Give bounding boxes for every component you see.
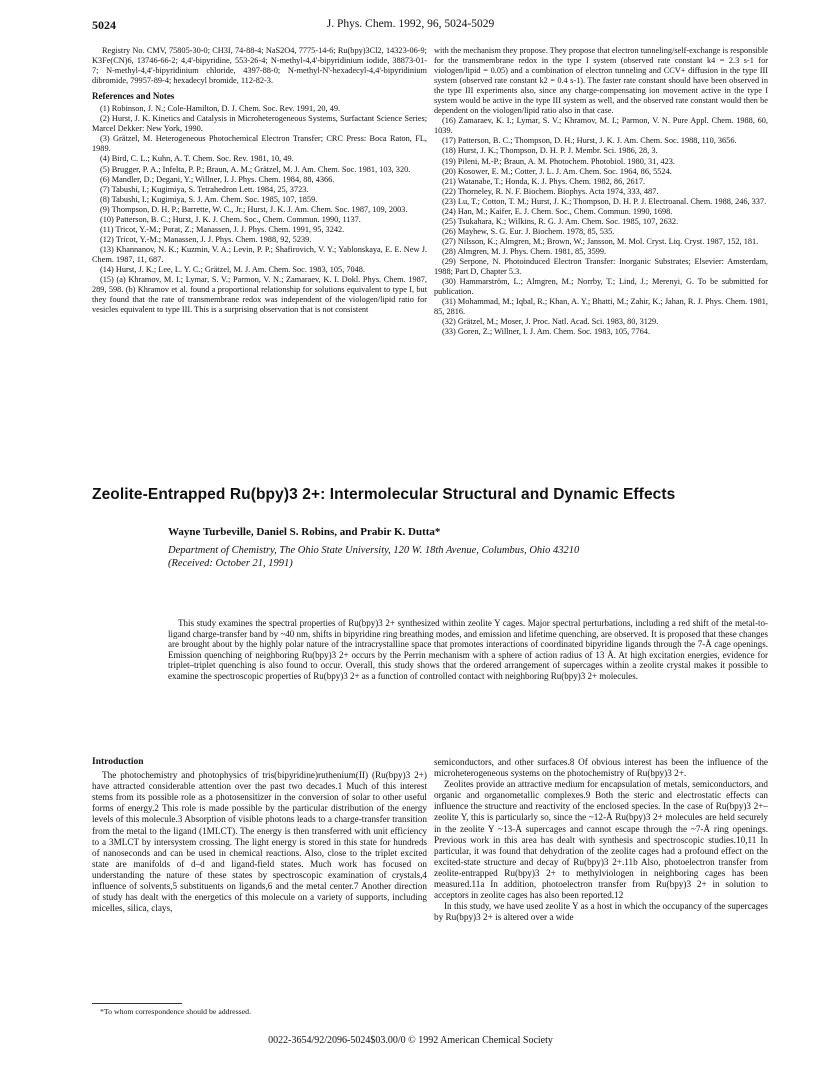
reference-item: (8) Tabushi, I.; Kugimiya, S. J. Am. Chem. Soc. 1985, 107, 1859. — [100, 194, 318, 204]
reference-item: (6) Mandler, D.; Degani, Y.; Willner, I. J. Phys. Chem. 1984, 88, 4366. — [100, 174, 335, 184]
intro-paragraph: Zeolites provide an attractive medium for encapsulation of metals, semiconductors, and organic and organometallic complexes.9 Both the steric and electrostatic effects can influence the structure and reactivity of the enclosed species. In the case of Ru(bpy)3 2+–zeolite Y, this is particularly so, since the ~12-Å Ru(bpy)3 2+ molecules are held securely in the zeolite Y ~13-Å supercages and cannot escape through the ~7-Å ring openings. Previous work in this area has dealt with synthesis and spectroscopic studies.10,11 In particular, it was found that dehydration of the zeolite cages had a profound effect on the excited-state structure and decay of Ru(bpy)3 2+.11b Also, photoelectron transfer from zeolite-entrapped Ru(bpy)3 2+ to methylviologen in neighboring cages has been measured.11a In addition, photoelectron transfer from Ru(bpy)3 2+ in solution to acceptors in zeolite cages has also been reported.12 — [434, 779, 768, 901]
reference-item: (11) Tricot, Y.-M.; Porat, Z.; Manassen, J. J. Phys. Chem. 1991, 95, 3242. — [100, 224, 345, 234]
correspondence-footnote: *To whom correspondence should be addressed. — [100, 1007, 252, 1016]
reference-item: (15) (a) Khramov, M. I.; Lymar, S. V.; Parmon, V. N.; Zamaraev, K. I. Dokl. Phys. Chem. 1987, 289, 598. (b) Khramov et al. found a proportional relationship for solutions equivalent to type I, but they found that the rate of transmembrane redox was independent of the viologen/lipid ratio for vesicles equivalent to type III. This is a surprising observation that is not consistent — [92, 275, 427, 315]
references-column-left — [92, 46, 427, 315]
reference-item: (31) Mohammad, M.; Iqbal, R.; Khan, A. Y.; Bhatti, M.; Zahir, K.; Jahan, R. J. Phys. Chem. 1981, 85, 2816. — [434, 297, 768, 317]
reference-continuation: with the mechanism they propose. They propose that electron tunneling/self-exchange is responsible for the transmembrane redox in the type I system (observed rate constant k4 = 2.3 s-1 for viologen/lipid = 0.05) and a combination of electron tunneling and CCV+ diffusion in the type III system (observed rate constant k2 = 0.4 s-1). The faster rate constant should have been observed in the type III experiments also, since any charge-compensating ion movement active in the type I system would be active in the type III system as well, and the observed rate constant would then be dependent on the viologen/lipid ratio also in that case. — [434, 46, 768, 116]
reference-item: (13) Khannanov, N. K.; Kuzmin, V. A.; Levin, P. P.; Shafirovich, V. Y.; Yablonskaya, E. E. New J. Chem. 1987, 11, 687. — [92, 244, 427, 264]
reference-item: (4) Bird, C. L.; Kuhn, A. T. Chem. Soc. Rev. 1981, 10, 49. — [100, 154, 294, 164]
copyright-footer: 0022-3654/92/2096-5024$03.00/0 © 1992 American Chemical Society — [268, 1035, 553, 1046]
reference-item: (22) Thorneley, R. N. F. Biochem. Biophys. Acta 1974, 333, 487. — [442, 186, 659, 196]
reference-item: (24) Han, M.; Kaifer, E. J. Chem. Soc., Chem. Commun. 1990, 1698. — [442, 206, 673, 216]
reference-item: (32) Grätzel, M.; Moser, J. Proc. Natl. Acad. Sci. 1983, 80, 3129. — [442, 317, 659, 327]
references-heading: References and Notes — [92, 91, 175, 102]
reference-item: (3) Grätzel, M. Heterogeneous Photochemical Electron Transfer; CRC Press: Boca Raton, FL, 1989. — [92, 134, 427, 154]
reference-item: (16) Zamaraev, K. I.; Lymar, S. V.; Khramov, M. I.; Parmon, V. N. Pure Appl. Chem. 1988, 60, 1039. — [434, 116, 768, 136]
reference-item: (17) Patterson, B. C.; Thompson, D. H.; Hurst, J. K. J. Am. Chem. Soc. 1988, 110, 3656. — [442, 136, 737, 146]
journal-header: J. Phys. Chem. 1992, 96, 5024-5029 — [326, 18, 495, 30]
intro-column-right — [434, 757, 768, 923]
intro-column-left — [92, 757, 427, 914]
reference-item: (1) Robinson, J. N.; Cole-Hamilton, D. J. Chem. Soc. Rev. 1991, 20, 49. — [100, 104, 341, 114]
reference-item: (2) Hurst, J. K. Kinetics and Catalysis in Microheterogeneous Systems, Surfactant Science Series; Marcel Dekker: New York, 1990. — [92, 114, 427, 134]
reference-item: (21) Watanabe, T.; Honda, K. J. Phys. Chem. 1982, 86, 2617. — [442, 176, 646, 186]
reference-item: (9) Thompson, D. H. P.; Barrette, W. C., Jr.; Hurst, J. K. J. Am. Chem. Soc. 1987, 109, 2003. — [100, 204, 408, 214]
page-number: 5024 — [92, 18, 116, 32]
intro-paragraph: In this study, we have used zeolite Y as a host in which the occupancy of the supercages by Ru(bpy)3 2+ is altered over a wide — [434, 901, 768, 923]
intro-paragraph: semiconductors, and other surfaces.8 Of obvious interest has been the influence of the microheterogeneous systems on the photochemistry of Ru(bpy)3 2+. — [434, 757, 768, 779]
registry-numbers: Registry No. CMV, 75805-30-0; CH3I, 74-88-4; NaS2O4, 7775-14-6; Ru(bpy)3Cl2, 14323-06-9; K3Fe(CN)6, 13746-66-2; 4,4'-bipyridine, 553-26-4; N-methyl-4,4'-bipyridinium iodide, 38873-01-7; N-methyl-4,4'-bipyridinium chloride, 4397-88-0; N-methyl-N'-hexadecyl-4,4'-bipyridinium dibromide, 79957-89-4; hexadecyl bromide, 112-82-3. — [92, 46, 427, 86]
reference-item: (12) Tricot, Y.-M.; Manassen, J. J. Phys. Chem. 1988, 92, 5239. — [100, 234, 312, 244]
article-affiliation — [168, 545, 768, 570]
reference-item: (23) Lu, T.; Cotton, T. M.; Hurst, J. K.; Thompson, D. H. P. J. Electroanal. Chem. 1988, 246, 337. — [442, 196, 767, 206]
intro-paragraph: The photochemistry and photophysics of tris(bipyridine)ruthenium(II) (Ru(bpy)3 2+) have attracted considerable attention over the past two decades.1 Much of this interest stems from its possible role as a photosensitizer in the conversion of solar to other useful forms of energy.2 This role is made possible by the particular distribution of the energy levels of this molecule.3 Absorption of visible photons leads to a charge-transfer transition from the metal to the ligand (1MLCT). The energy is then transferred with unit efficiency to a 3MLCT by intersystem crossing. The light energy is stored in this state for hundreds of nanoseconds and can be used in chemical reactions. Also, close to the triplet excited state are manifolds of d–d and ligand-field states. Much work has focused on understanding the nature of these states by spectroscopic examination of crystals,4 influence of solvents,5 substituents on ligands,6 and the metal center.7 Another direction of study has dealt with the energetics of this molecule on a variety of supports, including micelles, silica, clays, — [92, 770, 427, 914]
reference-item: (19) Pileni, M.-P.; Braun, A. M. Photochem. Photobiol. 1980, 31, 423. — [442, 156, 676, 166]
reference-item: (18) Hurst, J. K.; Thompson, D. H. P. J. Membr. Sci. 1986, 28, 3. — [442, 146, 658, 156]
reference-item: (14) Hurst, J. K.; Lee, L. Y. C.; Grätzel, M. J. Am. Chem. Soc. 1983, 105, 7048. — [100, 264, 366, 274]
reference-item: (28) Almgren, M. J. Phys. Chem. 1981, 85, 3599. — [442, 246, 607, 256]
reference-item: (5) Brugger, P. A.; Infelta, P. P.; Braun, A. M.; Grätzel, M. J. Am. Chem. Soc. 1981, 103, 320. — [100, 164, 411, 174]
footnote-rule — [92, 1003, 182, 1004]
abstract: This study examines the spectral properties of Ru(bpy)3 2+ synthesized within zeolite Y cages. Major spectral perturbations, including a red shift of the metal-to-ligand charge-transfer band by ~40 nm, shifts in bipyridine ring breathing modes, and emission and lifetime quenching, are observed. It is proposed that these changes are brought about by the highly polar nature of the intracrystalline space that promotes interactions of coordinated bipyridine ligands through the 7-Å cage openings. Emission quenching of neighboring Ru(bpy)3 2+ occurs by the Perrin mechanism with a sphere of action radius of 13 Å. At high excitation energies, evidence for triplet–triplet quenching is also found to occur. Overall, this study shows that the ordered arrangement of supercages within a zeolite crystal makes it possible to examine the spectroscopic properties of Ru(bpy)3 2+ as a function of controlled contact with neighboring Ru(bpy)3 2+ molecules. — [168, 618, 768, 681]
reference-item: (33) Goren, Z.; Willner, I. J. Am. Chem. Soc. 1983, 105, 7764. — [442, 327, 650, 337]
reference-item: (30) Hammarström, L.; Almgren, M.; Norrby, T.; Lind, J.; Merenyi, G. To be submitted for publication. — [434, 277, 768, 297]
affiliation-text: Department of Chemistry, The Ohio State University, 120 W. 18th Avenue, Columbus, Ohio 43210 — [168, 545, 580, 556]
reference-item: (7) Tabushi, I.; Kugimiya, S. Tetrahedron Lett. 1984, 25, 3723. — [100, 184, 309, 194]
reference-item: (27) Nilsson, K.; Almgren, M.; Brown, W.; Jansson, M. Mol. Cryst. Liq. Cryst. 1987, 152, 181. — [442, 236, 759, 246]
reference-item: (26) Mayhew, S. G. Eur. J. Biochem. 1978, 85, 535. — [442, 226, 615, 236]
reference-item: (29) Serpone, N. Photoinduced Electron Transfer: Inorganic Substrates; Elsevier: Amsterdam, 1988; Part D, Chapter 5.3. — [434, 256, 768, 277]
received-date: (Received: October 21, 1991) — [168, 557, 293, 569]
reference-item: (25) Tsukahara, K.; Wilkins, R. G. J. Am. Chem. Soc. 1985, 107, 2632. — [442, 216, 679, 226]
introduction-heading: Introduction — [92, 757, 144, 767]
reference-item: (20) Kosower, E. M.; Cotter, J. L. J. Am. Chem. Soc. 1964, 86, 5524. — [442, 166, 672, 176]
article-authors: Wayne Turbeville, Daniel S. Robins, and Prabir K. Dutta* — [168, 526, 441, 538]
reference-item: (10) Patterson, B. C.; Hurst, J. K. J. Chem. Soc., Chem. Commun. 1990, 1137. — [100, 214, 361, 224]
article-title: Zeolite-Entrapped Ru(bpy)3 2+: Intermolecular Structural and Dynamic Effects — [92, 486, 676, 503]
references-column-right — [434, 46, 768, 337]
